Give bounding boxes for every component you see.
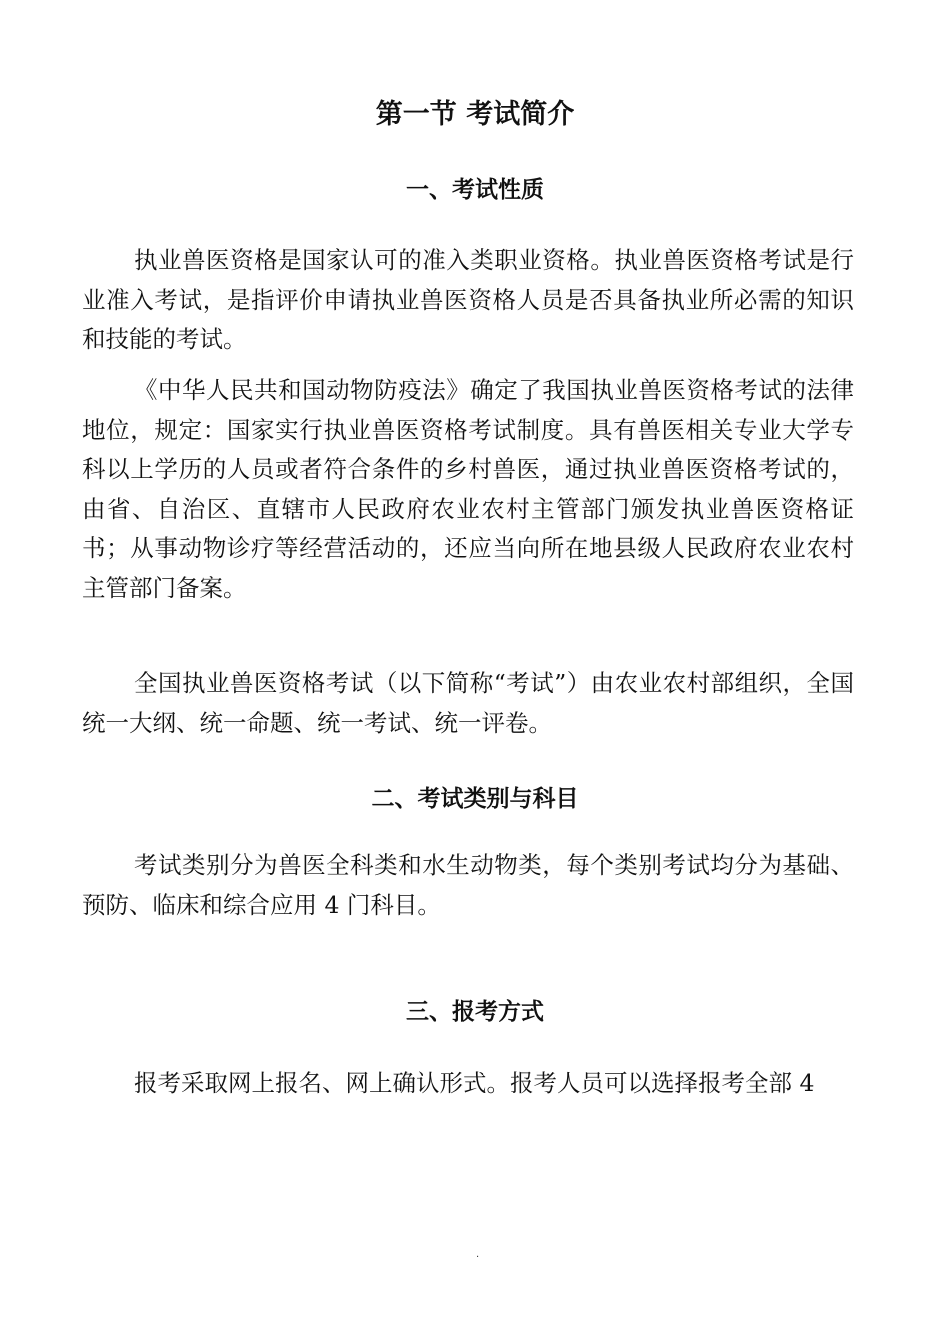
section-heading-registration: 三、报考方式 xyxy=(406,999,544,1025)
paragraph-exam-nature-2: 《中华人民共和国动物防疫法》确定了我国执业兽医资格考试的法律地位，规定：国家实行执业兽医资格考试制度。具有兽医相关专业大学专科以上学历的人员或者符合条件的乡村兽医，通过执业兽医资格考试的，由省、自治区、直辖市人民政府农业农村主管部门颁发执业兽医资格证书；从事动物诊疗等经营活动的，还应当向所在地县级人民政府农业农村主管部门备案。 xyxy=(82,376,854,602)
section-heading-exam-nature: 一、考试性质 xyxy=(406,177,544,203)
paragraph-registration-1: 报考采取网上报名、网上确认形式。报考人员可以选择报考全部 4 xyxy=(134,1069,815,1097)
page-title: 第一节 考试简介 xyxy=(375,99,575,130)
paragraph-exam-nature-1: 执业兽医资格是国家认可的准入类职业资格。执业兽医资格考试是行业准入考试，是指评价申请执业兽医资格人员是否具备执业所必需的知识和技能的考试。 xyxy=(82,246,854,353)
paragraph-exam-categories-1: 考试类别分为兽医全科类和水生动物类，每个类别考试均分为基础、预防、临床和综合应用 4 门科目。 xyxy=(82,851,854,919)
section-heading-exam-categories: 二、考试类别与科目 xyxy=(371,786,579,812)
footer-mark: . xyxy=(476,1249,480,1260)
paragraph-exam-nature-3: 全国执业兽医资格考试（以下简称“考试”）由农业农村部组织，全国统一大纲、统一命题、统一考试、统一评卷。 xyxy=(82,669,854,737)
